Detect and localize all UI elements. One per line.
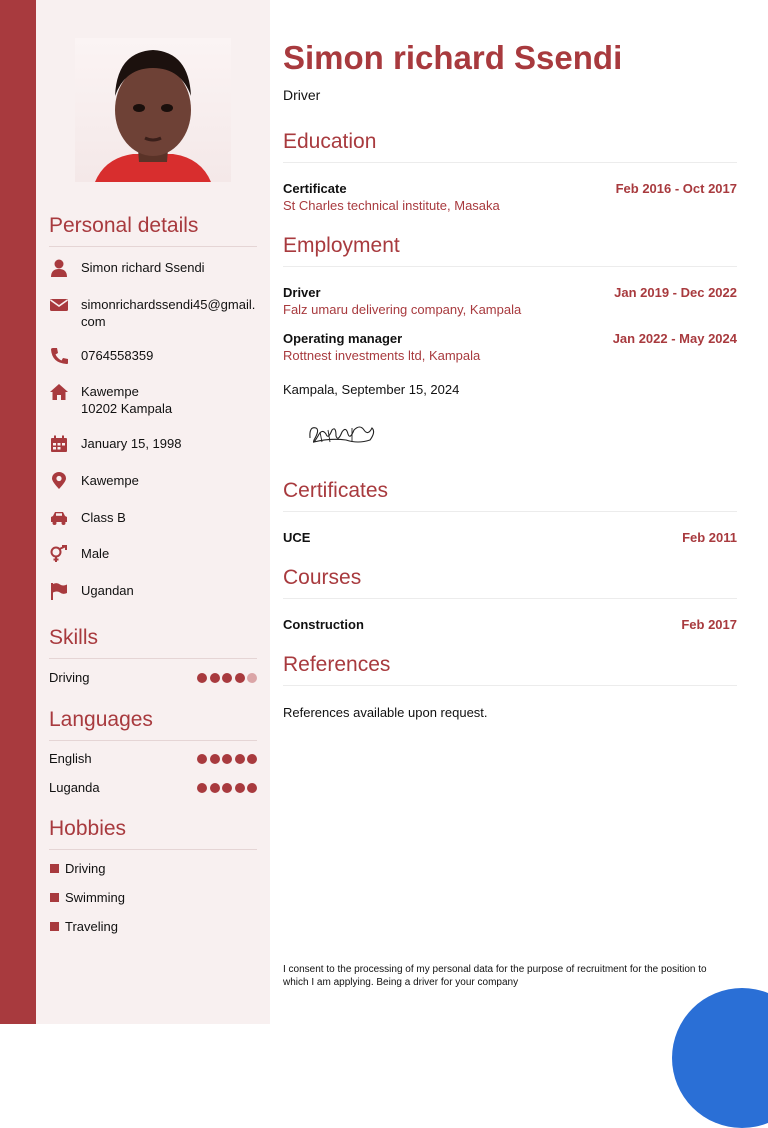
skills-title: Skills <box>49 626 257 659</box>
language-level <box>197 754 257 764</box>
employment-title: Employment <box>283 234 737 267</box>
entry-title: UCE <box>283 530 311 545</box>
language-name: English <box>49 751 92 766</box>
envelope-icon <box>49 296 69 314</box>
bullet-icon <box>50 893 59 902</box>
languages-heading <box>49 708 257 741</box>
home-icon <box>49 383 69 401</box>
entry-dates: Jan 2019 - Dec 2022 <box>614 285 737 300</box>
flag-icon <box>49 582 69 600</box>
entry-subtitle: Falz umaru delivering company, Kampala <box>283 302 522 317</box>
user-icon <box>49 259 69 277</box>
language-level <box>197 783 257 793</box>
entry-subtitle: St Charles technical institute, Masaka <box>283 198 500 213</box>
gender-icon <box>49 545 69 563</box>
car-icon <box>49 509 69 527</box>
education-heading <box>283 130 737 163</box>
entry-dates: Jan 2022 - May 2024 <box>612 331 737 346</box>
references-title: References <box>283 653 737 686</box>
courses-title: Courses <box>283 566 737 599</box>
skill-name: Driving <box>49 670 90 685</box>
bullet-icon <box>50 922 59 931</box>
skill-item <box>49 670 257 685</box>
language-name: Luganda <box>49 780 100 795</box>
employment-entry <box>283 285 737 317</box>
entry-title: Driver <box>283 285 321 300</box>
profile-name: Simon richard Ssendi <box>283 39 623 76</box>
course-entry <box>283 617 737 632</box>
certificates-heading <box>283 479 737 512</box>
entry-title: Certificate <box>283 181 347 196</box>
address-line1: Kawempe <box>81 384 139 399</box>
profile-photo <box>75 38 231 182</box>
education-entry <box>283 181 737 213</box>
entry-dates: Feb 2016 - Oct 2017 <box>615 181 737 196</box>
references-heading <box>283 653 737 686</box>
accent-stripe <box>0 0 36 1024</box>
entry-title: Operating manager <box>283 331 403 346</box>
signature-image <box>306 420 378 450</box>
references-text: References available upon request. <box>283 705 488 720</box>
phone-icon <box>49 347 69 365</box>
personal-details-title: Personal details <box>49 214 257 247</box>
entry-dates: Feb 2017 <box>681 617 737 632</box>
calendar-icon <box>49 435 69 453</box>
employment-heading <box>283 234 737 267</box>
map-pin-icon <box>49 472 69 490</box>
skills-heading <box>49 626 257 659</box>
corner-decoration <box>672 988 768 1128</box>
signature-place-date: Kampala, September 15, 2024 <box>283 382 460 397</box>
consent-text: I consent to the processing of my personal data for the purpose of recruitment for the position to which I am applying. Being a driver for your company <box>283 964 707 988</box>
hobbies-title: Hobbies <box>49 817 257 850</box>
hobbies-heading <box>49 817 257 850</box>
courses-heading <box>283 566 737 599</box>
language-item <box>49 751 257 766</box>
entry-subtitle: Rottnest investments ltd, Kampala <box>283 348 481 363</box>
languages-title: Languages <box>49 708 257 741</box>
skill-level <box>197 673 257 683</box>
personal-details-heading <box>49 214 257 247</box>
certificates-title: Certificates <box>283 479 737 512</box>
language-item <box>49 780 257 795</box>
education-title: Education <box>283 130 737 163</box>
entry-title: Construction <box>283 617 364 632</box>
entry-dates: Feb 2011 <box>682 530 737 545</box>
profile-role: Driver <box>283 87 321 103</box>
employment-entry <box>283 331 737 363</box>
address-line2: 10202 Kampala <box>81 401 173 416</box>
bullet-icon <box>50 864 59 873</box>
certificate-entry <box>283 530 737 545</box>
